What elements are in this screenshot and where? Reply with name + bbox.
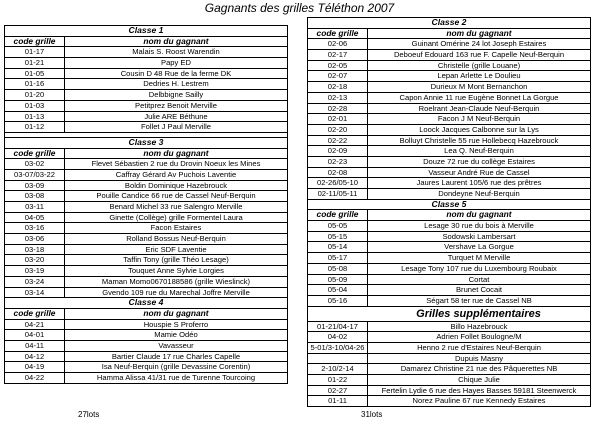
table-row bbox=[308, 253, 590, 264]
code-cell: 01-17 bbox=[5, 47, 65, 57]
winner-cell: Lepan Arlette Le Doulieu bbox=[437, 71, 521, 81]
code-cell bbox=[308, 354, 368, 364]
winner-cell: Vershave La Gorgue bbox=[444, 242, 514, 252]
winner-cell: Brunet Cocait bbox=[455, 285, 502, 295]
table-row bbox=[5, 58, 287, 69]
table-header: code grille nom du gagnant bbox=[308, 29, 590, 40]
table-row bbox=[308, 232, 590, 243]
table-row bbox=[308, 354, 590, 365]
code-cell: 03-11 bbox=[5, 202, 65, 212]
winner-cell: Henno 2 rue d'Estaires Neuf-Berquin bbox=[417, 342, 541, 352]
winner-cell: Malais S. Roost Warendin bbox=[132, 47, 220, 57]
winner-cell: Loock Jacques Calbonne sur la Lys bbox=[419, 124, 539, 134]
table-row bbox=[5, 181, 287, 192]
table-row bbox=[5, 170, 287, 181]
code-cell: 02-18 bbox=[308, 82, 368, 92]
code-cell: 01-21 bbox=[5, 58, 65, 68]
table-row bbox=[308, 178, 590, 189]
code-cell: 05-17 bbox=[308, 253, 368, 263]
winner-cell: Dedries H. Lestrem bbox=[143, 79, 209, 89]
table-row bbox=[5, 234, 287, 245]
table-row bbox=[308, 136, 590, 147]
table-header: code grille nom du gagnant bbox=[5, 149, 287, 160]
winner-cell: Benard Michel 33 rue Salengro Merville bbox=[109, 202, 243, 211]
classe-2-header: Classe 2 bbox=[308, 18, 590, 29]
winner-cell: Deboeuf Edouard 163 rue F. Capelle Neuf-Berquin bbox=[393, 50, 565, 60]
code-cell: 05-05 bbox=[308, 221, 368, 231]
winner-cell: Lesage 30 rue du bois à Merville bbox=[424, 221, 534, 231]
winner-cell: Papy ED bbox=[161, 58, 191, 68]
right-lot-count: 31lots bbox=[361, 410, 383, 419]
supplementary-rows bbox=[308, 322, 590, 408]
winner-cell: Hamma Alissa 41/31 rue de Turenne Tourcoing bbox=[96, 373, 256, 382]
winner-cell: Maman Momo0670188586 (grille Wieslinck) bbox=[101, 276, 251, 286]
table-header: code grille nom du gagnant bbox=[308, 210, 590, 221]
code-cell: 5-01/3-10/04-26 bbox=[308, 343, 368, 353]
winner-cell: Sodowski Lambersart bbox=[442, 231, 516, 241]
code-cell: 02-08 bbox=[308, 168, 368, 178]
table-row bbox=[5, 255, 287, 266]
code-cell: 01-13 bbox=[5, 112, 65, 122]
code-cell: 04-22 bbox=[5, 373, 65, 383]
winner-cell: Roelrant Jean-Claude Neuf-Berquin bbox=[418, 103, 540, 113]
code-cell: 01-16 bbox=[5, 79, 65, 89]
table-row bbox=[308, 264, 590, 275]
table-row bbox=[5, 159, 287, 170]
table-row bbox=[5, 330, 287, 341]
winner-cell: Jaures Laurent 105/6 rue des prêtres bbox=[416, 178, 542, 188]
code-cell: 02-11/05-11 bbox=[308, 189, 368, 199]
winner-cell: Norez Pauline 67 rue Kennedy Estaires bbox=[412, 396, 546, 406]
table-row bbox=[5, 202, 287, 213]
winner-cell: Petitprez Benoit Merville bbox=[135, 100, 217, 110]
code-cell: 01-22 bbox=[308, 375, 368, 385]
table-row bbox=[308, 82, 590, 93]
table-row bbox=[308, 104, 590, 115]
winner-cell: Follet J Paul Merville bbox=[140, 122, 212, 132]
table-row bbox=[308, 168, 590, 179]
code-cell: 03-06 bbox=[5, 234, 65, 244]
winner-cell: Isa Neuf-Berquin (grille Devassine Corentin) bbox=[101, 362, 251, 372]
code-cell: 03-02 bbox=[5, 159, 65, 169]
code-cell: 01-21/04-17 bbox=[308, 322, 368, 332]
table-row bbox=[308, 285, 590, 296]
table-header: code grille nom du gagnant bbox=[5, 37, 287, 48]
table-row bbox=[5, 213, 287, 224]
table-row bbox=[308, 242, 590, 253]
table-row bbox=[308, 296, 590, 307]
winner-cell: Lea Q. Neuf-Berquin bbox=[444, 146, 514, 156]
table-row bbox=[308, 343, 590, 354]
winner-cell: Boldin Dominique Hazebrouck bbox=[124, 180, 228, 190]
code-cell: 03-08 bbox=[5, 191, 65, 201]
winner-cell: Rolland Bossus Neuf-Berquin bbox=[126, 234, 226, 244]
right-table bbox=[307, 17, 591, 407]
code-cell: 02-06 bbox=[308, 39, 368, 49]
winner-cell: Guinant Omérine 24 lot Joseph Estaires bbox=[411, 39, 547, 49]
table-row bbox=[308, 221, 590, 232]
table-row bbox=[5, 47, 287, 58]
table-row bbox=[308, 125, 590, 136]
supplementary-header: Grilles supplémentaires bbox=[308, 307, 590, 322]
code-cell: 04-12 bbox=[5, 352, 65, 362]
code-cell: 05-04 bbox=[308, 285, 368, 295]
winner-cell: Durieux M Mont Bernanchon bbox=[430, 82, 528, 92]
classe-4-header: Classe 4 bbox=[5, 298, 287, 309]
table-row bbox=[5, 341, 287, 352]
code-cell: 01-05 bbox=[5, 69, 65, 79]
winner-cell: Delbbigne Sailly bbox=[148, 90, 204, 100]
winner-cell: Flevet Sébastien 2 rue du Drovin Noeux les Mines bbox=[91, 159, 261, 169]
table-row bbox=[308, 39, 590, 50]
winner-cell: Bolluyt Christelle 55 rue Hollebecq Hazebrouck bbox=[399, 135, 559, 145]
classe-3-header: Classe 3 bbox=[5, 138, 287, 149]
winner-cell: Adrien Follet Boulogne/M bbox=[436, 332, 522, 342]
table-row bbox=[308, 275, 590, 286]
code-cell: 03-14 bbox=[5, 288, 65, 298]
table-row bbox=[308, 93, 590, 104]
code-cell: 02-17 bbox=[308, 50, 368, 60]
left-lot-count: 27lots bbox=[78, 410, 100, 419]
code-cell: 01-03 bbox=[5, 101, 65, 111]
code-cell: 01-12 bbox=[5, 122, 65, 132]
winner-cell: Damarez Christine 21 rue des Pâquerettes NB bbox=[400, 364, 558, 374]
winner-cell: Julie ARE Béthune bbox=[144, 111, 208, 121]
winner-cell: Chique Julie bbox=[458, 375, 500, 384]
winner-cell: Pouille Candice 66 rue de Cassel Neuf-Berquin bbox=[96, 191, 256, 201]
classe-1-header: Classe 1 bbox=[5, 26, 287, 37]
code-cell: 02-01 bbox=[308, 114, 368, 124]
table-row bbox=[308, 332, 590, 343]
code-cell: 05-15 bbox=[308, 232, 368, 242]
code-cell: 02-23 bbox=[308, 157, 368, 167]
winner-cell: Cousin D 48 Rue de la ferme DK bbox=[120, 68, 232, 78]
table-row bbox=[5, 223, 287, 234]
code-cell: 04-21 bbox=[5, 320, 65, 330]
code-cell: 05-16 bbox=[308, 296, 368, 306]
winner-cell: Christelle (grille Louane) bbox=[437, 60, 521, 70]
winner-cell: Caffray Gérard Av Puchois Laventie bbox=[115, 169, 237, 179]
table-row bbox=[308, 61, 590, 72]
classe-4-rows bbox=[5, 320, 287, 384]
winner-cell: Facon J M Neuf-Berquin bbox=[437, 114, 521, 124]
code-cell: 03-19 bbox=[5, 266, 65, 276]
winner-cell: Ségart 58 ter rue de Cassel NB bbox=[426, 295, 532, 305]
code-cell: 02-26/05-10 bbox=[308, 178, 368, 188]
winner-cell: Gvendo 109 rue du Marechal Joffre Merville bbox=[102, 287, 250, 297]
code-cell: 04-01 bbox=[5, 330, 65, 340]
classe-5-rows bbox=[308, 221, 590, 307]
code-cell: 05-14 bbox=[308, 242, 368, 252]
code-cell: 03-18 bbox=[5, 245, 65, 255]
table-row bbox=[5, 373, 287, 384]
table-row bbox=[308, 375, 590, 386]
classe-5-header: Classe 5 bbox=[308, 200, 590, 211]
code-cell: 03-16 bbox=[5, 223, 65, 233]
table-row bbox=[308, 189, 590, 200]
table-row bbox=[308, 50, 590, 61]
winner-cell: Mamie Odéo bbox=[154, 330, 198, 340]
table-row bbox=[308, 71, 590, 82]
table-row bbox=[308, 322, 590, 333]
code-cell: 02-22 bbox=[308, 136, 368, 146]
code-cell: 05-08 bbox=[308, 264, 368, 274]
winner-cell: Eric SDF Laventie bbox=[145, 244, 207, 254]
table-row bbox=[308, 364, 590, 375]
code-cell: 2-10/2-14 bbox=[308, 364, 368, 374]
code-cell: 01-20 bbox=[5, 90, 65, 100]
table-row bbox=[5, 122, 287, 133]
winner-cell: Touquet Anne Sylvie Lorgies bbox=[128, 266, 224, 276]
winner-cell: Bartier Claude 17 rue Charles Capelle bbox=[111, 351, 241, 361]
code-cell: 02-20 bbox=[308, 125, 368, 135]
code-cell: 02-13 bbox=[308, 93, 368, 103]
code-cell: 02-28 bbox=[308, 104, 368, 114]
winner-cell: Turquet M Merville bbox=[447, 253, 511, 263]
classe-2-rows bbox=[308, 39, 590, 199]
winner-cell: Dondeyne Neuf-Berquin bbox=[438, 189, 520, 198]
table-row bbox=[5, 288, 287, 299]
table-row bbox=[5, 245, 287, 256]
table-row bbox=[308, 396, 590, 407]
winner-cell: Douze 72 rue du collège Estaires bbox=[423, 156, 535, 166]
table-row bbox=[5, 69, 287, 80]
winner-cell: Vasseur André Rue de Cassel bbox=[428, 167, 530, 177]
code-cell: 03-09 bbox=[5, 181, 65, 191]
winner-cell: Cortat bbox=[468, 274, 490, 284]
winner-cell: Ginette (Collège) grille Formentel Laura bbox=[109, 212, 243, 222]
winner-cell: Lesage Tony 107 rue du Luxembourg Roubaix bbox=[401, 263, 557, 273]
table-row bbox=[5, 101, 287, 112]
winner-cell: Fertelin Lydie 6 rue des Hayes Basses 59181 Steenwerck bbox=[381, 385, 577, 395]
winner-cell: Vavasseur bbox=[158, 340, 194, 350]
table-row bbox=[5, 191, 287, 202]
code-cell: 04-11 bbox=[5, 341, 65, 351]
code-cell: 03-07/03-22 bbox=[5, 170, 65, 180]
winner-cell: Houspie S Proferro bbox=[143, 319, 209, 329]
left-table bbox=[4, 25, 288, 384]
table-row bbox=[5, 112, 287, 123]
code-cell: 05-09 bbox=[308, 275, 368, 285]
table-row bbox=[308, 114, 590, 125]
winner-cell: Billo Hazebrouck bbox=[450, 321, 508, 331]
code-cell: 02-05 bbox=[308, 61, 368, 71]
winner-cell: Capon Annie 11 rue Eugène Bonnet La Gorgue bbox=[399, 92, 559, 102]
code-cell: 02-07 bbox=[308, 71, 368, 81]
table-row bbox=[308, 386, 590, 397]
table-header: code grille nom du gagnant bbox=[5, 309, 287, 320]
table-row bbox=[5, 320, 287, 331]
winner-cell: Taffin Tony (grille Théo Lesage) bbox=[123, 255, 229, 265]
table-row bbox=[5, 266, 287, 277]
table-row bbox=[5, 277, 287, 288]
table-row bbox=[5, 352, 287, 363]
winner-cell: Dupuis Masny bbox=[454, 353, 504, 363]
table-row bbox=[308, 157, 590, 168]
code-cell: 02-27 bbox=[308, 386, 368, 396]
table-row bbox=[5, 90, 287, 101]
table-row bbox=[308, 146, 590, 157]
code-cell: 04-19 bbox=[5, 362, 65, 372]
code-cell: 03-20 bbox=[5, 255, 65, 265]
code-cell: 01-11 bbox=[308, 396, 368, 406]
winner-cell: Facon Estaires bbox=[150, 223, 202, 233]
table-row bbox=[5, 79, 287, 90]
classe-3-rows bbox=[5, 159, 287, 298]
table-row bbox=[5, 362, 287, 373]
code-cell: 03-24 bbox=[5, 277, 65, 287]
classe-1-rows bbox=[5, 47, 287, 133]
code-cell: 04-02 bbox=[308, 332, 368, 342]
code-cell: 04-05 bbox=[5, 213, 65, 223]
code-cell: 02-09 bbox=[308, 146, 368, 156]
page-title: Gagnants des grilles Téléthon 2007 bbox=[204, 1, 395, 15]
